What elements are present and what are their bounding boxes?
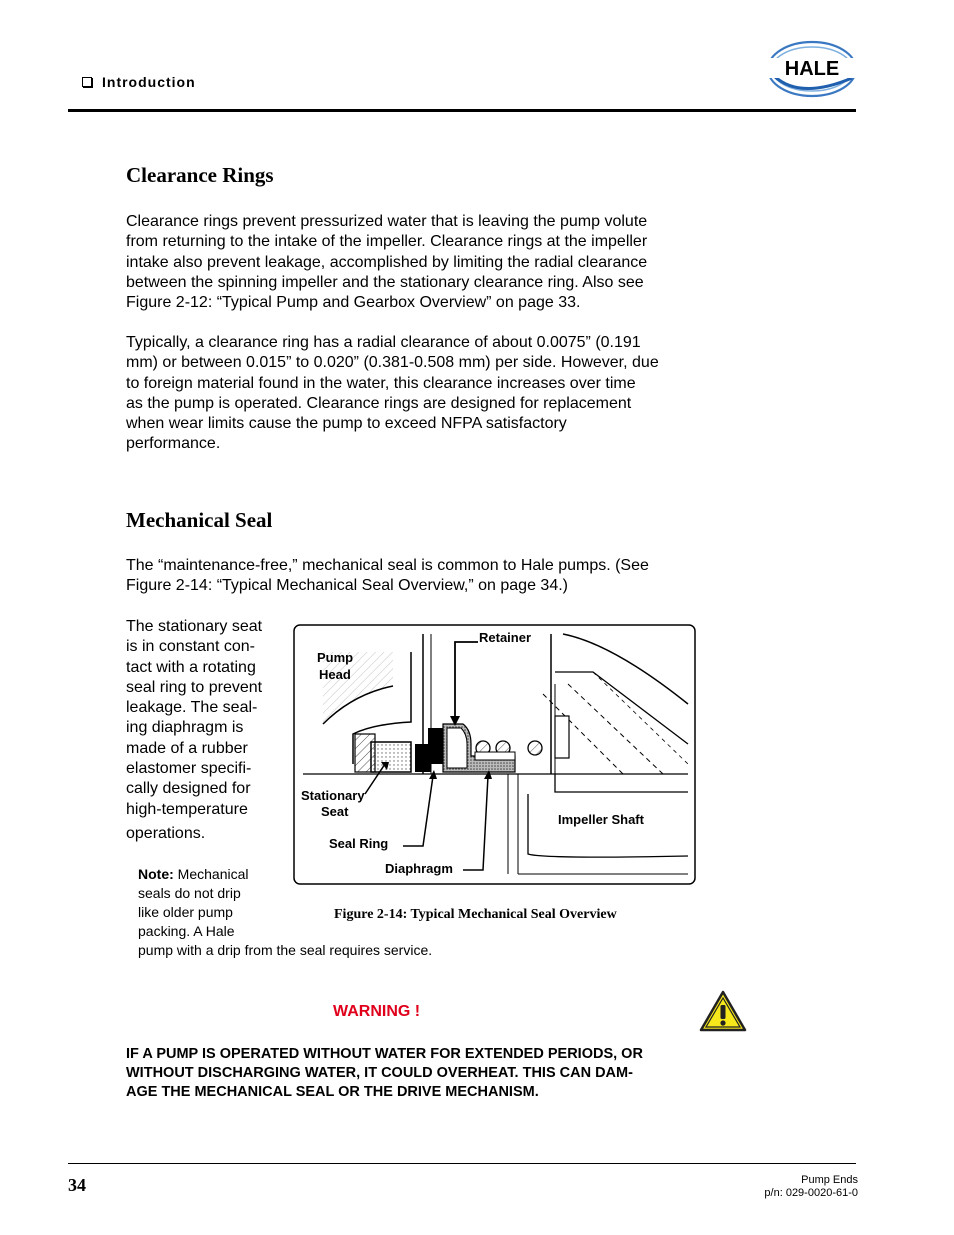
text-line: mm) or between 0.015” to 0.020” (0.381-0.508 mm) per side. However, due	[126, 354, 659, 372]
text-line: elastomer specifi-	[126, 760, 252, 778]
figure-caption: Figure 2-14: Typical Mechanical Seal Overview	[334, 907, 617, 922]
label-seal-ring: Seal Ring	[329, 836, 389, 851]
clearance-rings-para-1	[126, 212, 726, 313]
text-line: Typically, a clearance ring has a radial clearance of about 0.0075” (0.191	[126, 334, 641, 351]
text-line: made of a rubber	[126, 739, 248, 757]
footer-rule	[68, 1163, 856, 1164]
clearance-rings-para-2	[126, 333, 726, 455]
text-line: as the pump is operated. Clearance rings are designed for replacement	[126, 394, 632, 412]
footer-part-number: p/n: 029-0020-61-0	[764, 1187, 858, 1199]
page-number: 34	[68, 1175, 86, 1195]
checkbox-bullet-icon	[82, 77, 92, 87]
mechanical-seal-title: Mechanical Seal	[126, 508, 273, 532]
clearance-rings-title: Clearance Rings	[126, 163, 274, 187]
label-diaphragm: Diaphragm	[385, 861, 453, 876]
label-retainer: Retainer	[479, 630, 532, 645]
text-line: is in constant con-	[126, 638, 255, 656]
text-line: tact with a rotating	[126, 658, 256, 676]
text-line: Clearance rings prevent pressurized water that is leaving the pump volute	[126, 213, 648, 230]
warning-triangle-icon	[699, 990, 747, 1032]
text-line: to foreign material found in the water, this clearance increases over time	[126, 374, 636, 392]
text-line: packing. A Hale	[138, 923, 235, 939]
text-line: from returning to the intake of the impeller. Clearance rings at the impeller	[126, 233, 648, 251]
text-line: The “maintenance-free,” mechanical seal is common to Hale pumps. (See	[126, 557, 649, 574]
header-section-title: Introduction	[102, 74, 196, 90]
label-impeller-shaft: Impeller Shaft	[558, 812, 644, 827]
text-line: AGE THE MECHANICAL SEAL OR THE DRIVE MECHANISM.	[126, 1084, 539, 1100]
text-line: performance.	[126, 435, 221, 453]
hale-logo	[760, 38, 860, 100]
text-line: ing diaphragm is	[126, 719, 244, 737]
text-line: cally designed for	[126, 780, 251, 798]
logo-text: HALE	[784, 58, 840, 80]
text-line: IF A PUMP IS OPERATED WITHOUT WATER FOR EXTENDED PERIODS, OR	[126, 1046, 643, 1062]
text-line: when wear limits cause the pump to exceed NFPA satisfactory	[126, 415, 567, 433]
text-line: Figure 2-14: “Typical Mechanical Seal Overview,” on page 34.)	[126, 577, 568, 595]
text-line: WITHOUT DISCHARGING WATER, IT COULD OVERHEAT. THIS CAN DAM-	[126, 1065, 633, 1081]
footer-doc-info	[700, 1174, 858, 1200]
label-stationary-seat: Stationary	[301, 788, 365, 803]
label-stationary-seat: Seat	[321, 804, 349, 819]
text-line: seal ring to prevent	[126, 678, 263, 696]
text-line: like older pump	[138, 904, 233, 920]
label-pump-head: Head	[319, 667, 351, 682]
header-rule	[68, 109, 856, 112]
note-text: Mechanical	[177, 866, 249, 882]
warning-body	[126, 1045, 746, 1102]
text-line: The stationary seat	[126, 618, 263, 635]
text-line: Figure 2-12: “Typical Pump and Gearbox Overview” on page 33.	[126, 294, 581, 312]
text-line: seals do not drip	[138, 885, 241, 901]
warning-title: WARNING !	[333, 1003, 421, 1020]
mechanical-seal-diagram	[293, 624, 696, 885]
text-line: pump with a drip from the seal requires service.	[138, 942, 433, 958]
footer-doc-title: Pump Ends	[801, 1174, 858, 1186]
text-line: between the spinning impeller and the stationary clearance ring. Also see	[126, 273, 644, 291]
note-label: Note:	[138, 866, 174, 882]
text-line: intake also prevent leakage, accomplished by limiting the radial clearance	[126, 253, 648, 271]
header-section	[82, 74, 196, 90]
label-pump-head: Pump	[317, 650, 354, 665]
mechanical-seal-intro	[126, 556, 726, 597]
text-line: operations.	[126, 824, 206, 842]
mechanical-seal-side-text	[126, 617, 291, 844]
text-line: leakage. The seal-	[126, 699, 258, 717]
text-line: high-temperature	[126, 800, 248, 818]
